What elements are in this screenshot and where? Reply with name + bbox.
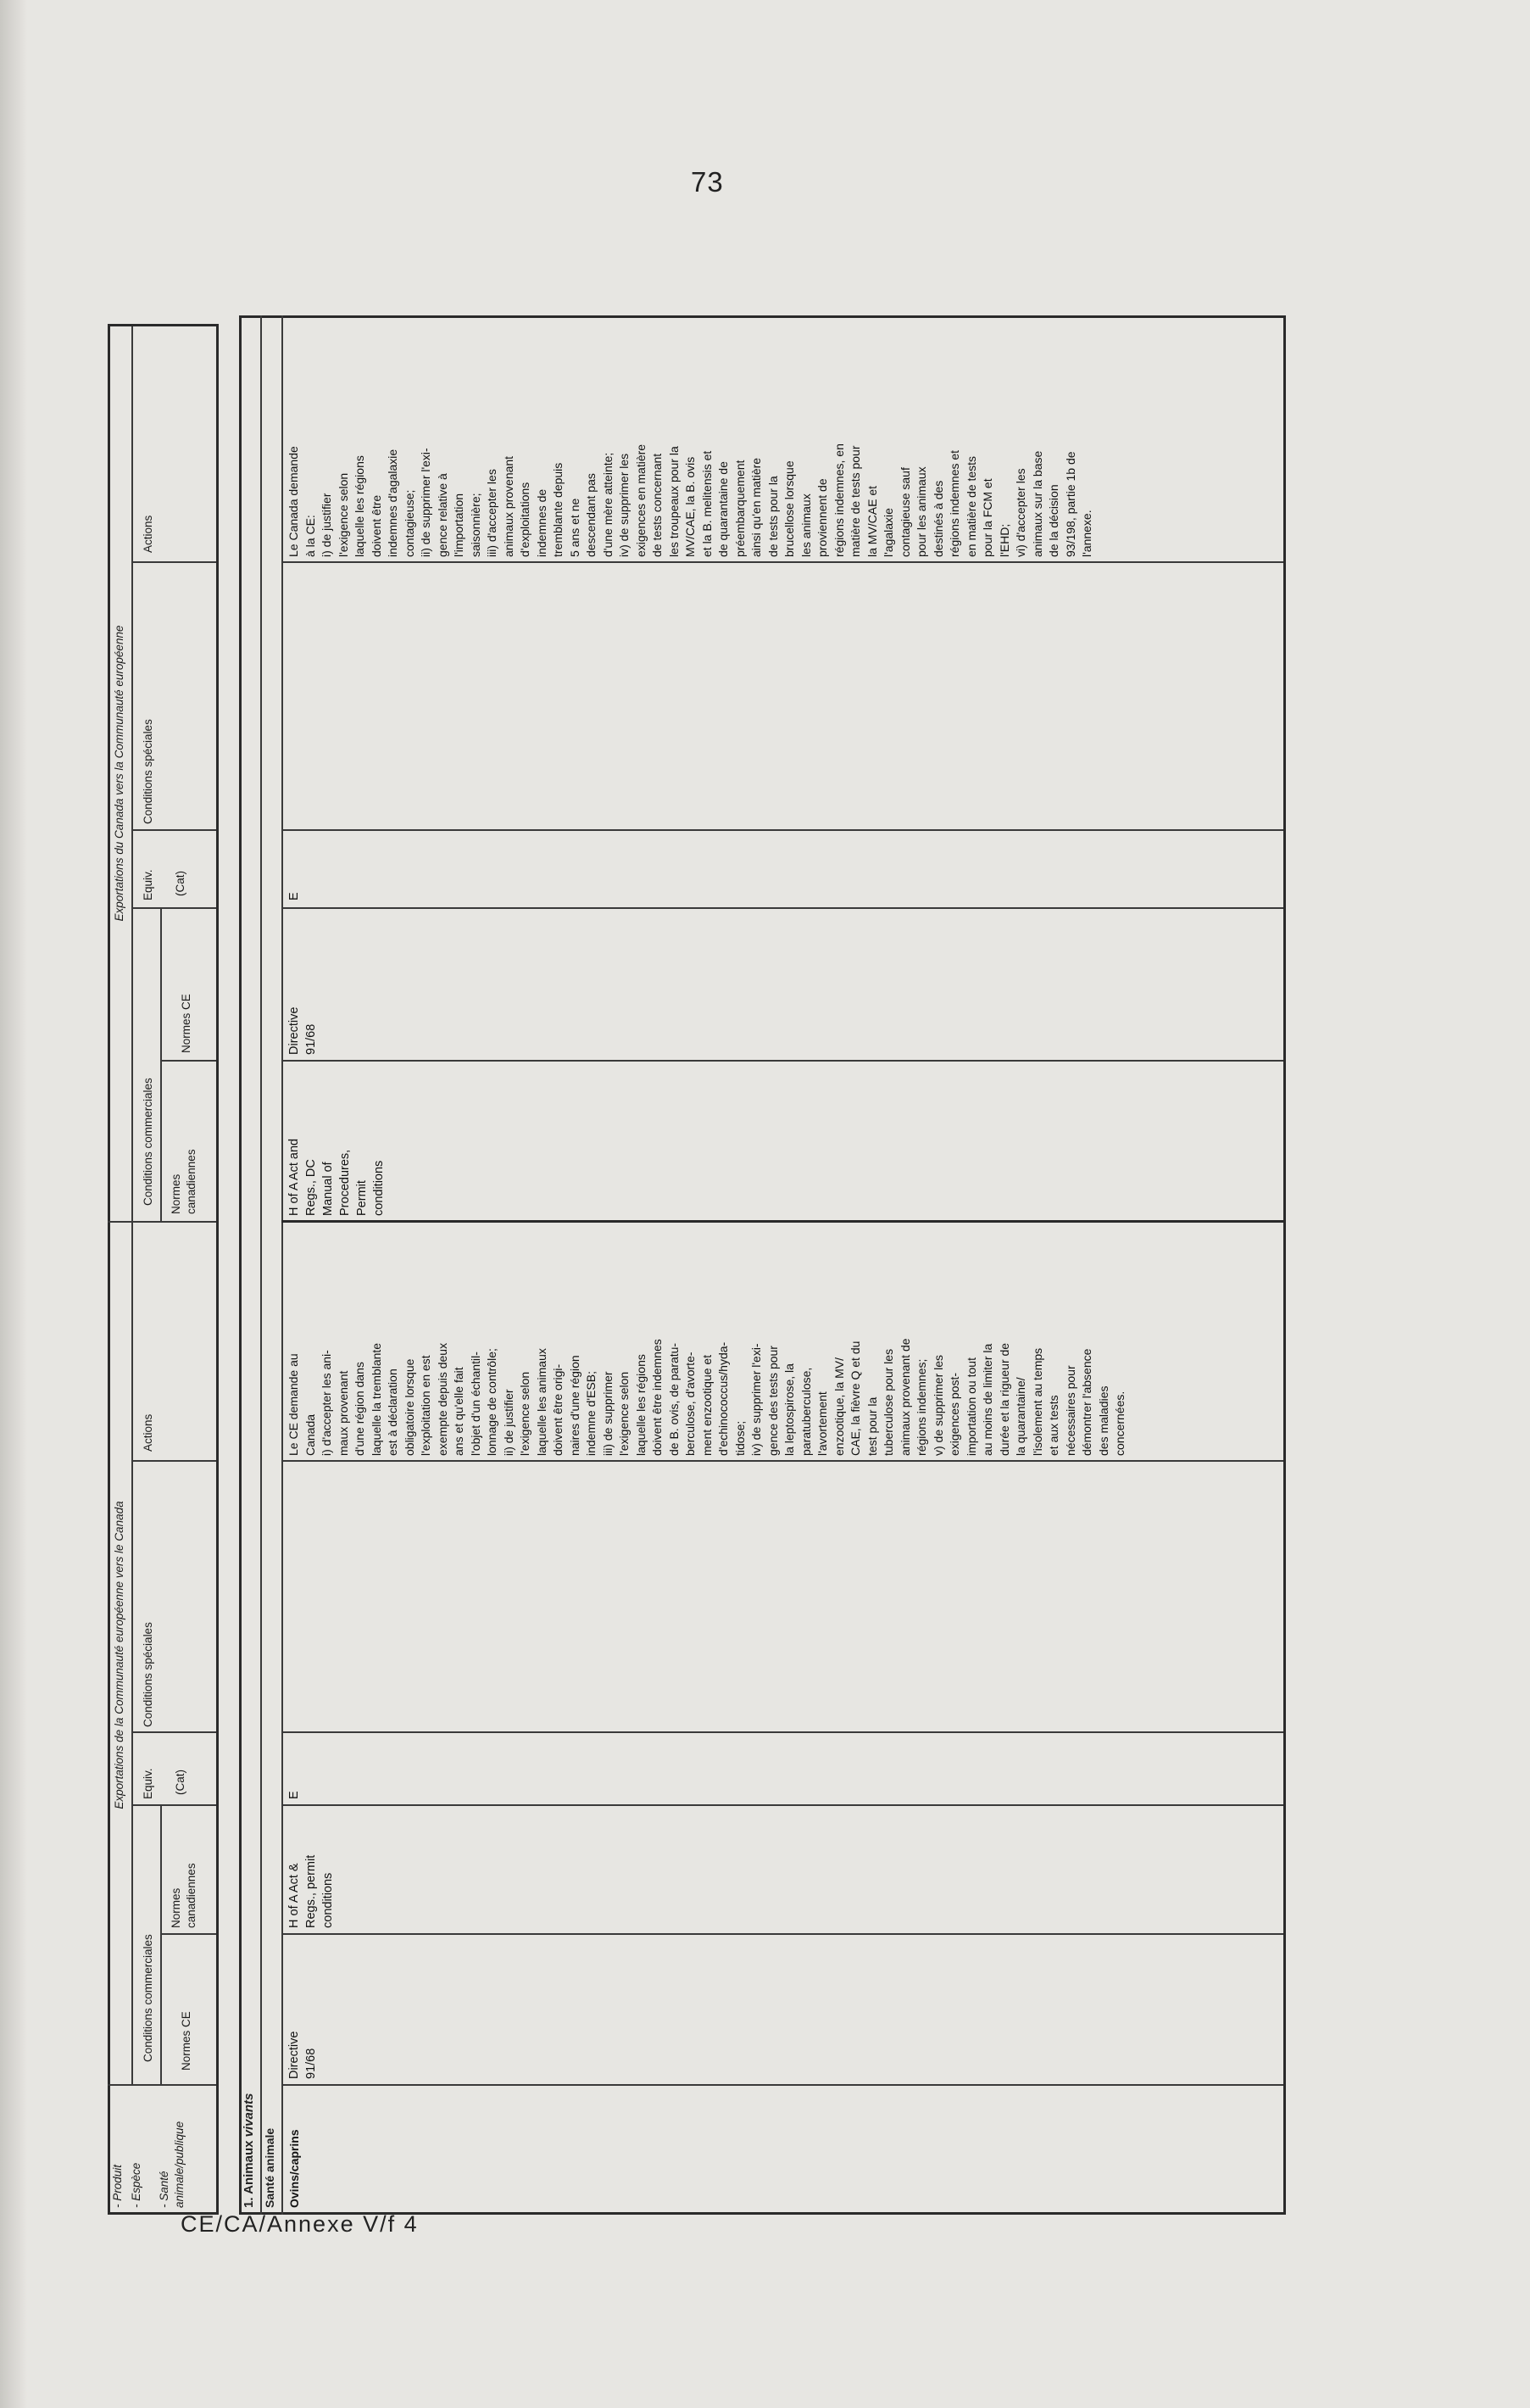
document-reference: CE/CA/Annexe V/f 4 <box>181 2211 419 2237</box>
body-right-border <box>239 315 1286 318</box>
row-species: Ovins/caprins <box>287 2129 301 2208</box>
section-subtitle: Santé animale <box>263 2127 276 2208</box>
ca-cond-underline <box>160 909 162 1223</box>
body-bottom-border <box>1283 315 1286 2215</box>
eu-col-div-3 <box>131 1731 216 1733</box>
ca-cond-spec: Conditions spéciales <box>142 719 154 824</box>
col-div-b <box>281 1933 1283 1935</box>
header-bottom-border <box>216 324 219 2215</box>
eu-col-div-1 <box>160 1933 216 1935</box>
subtitle-line <box>281 315 283 2215</box>
ca-normes-ce: Normes CE <box>180 994 192 1053</box>
ca-ce-norm-cell: Directive 91/68 <box>287 1006 318 1055</box>
ca-col-div-2 <box>131 907 216 909</box>
ca-equiv-code: (Cat) <box>174 871 186 896</box>
eu-cond-comm: Conditions commerciales <box>142 1934 154 2062</box>
eu-normes-ce: Normes CE <box>180 2011 192 2071</box>
eu-equiv: Equiv. <box>142 1768 154 1799</box>
section-line <box>260 315 262 2215</box>
eu-col-div-4 <box>131 1460 216 1462</box>
group-underline <box>131 326 133 2086</box>
header-right-border <box>108 324 219 326</box>
ca-equiv-cell: E <box>287 892 301 900</box>
col-div-f <box>281 1220 1283 1223</box>
ca-equiv: Equiv. <box>142 869 154 900</box>
eu-ce-norm-cell: Directive 91/68 <box>287 2031 318 2079</box>
body-top-border <box>239 315 242 2215</box>
eu-cond-spec: Conditions spéciales <box>142 1622 154 1727</box>
ca-actions-cell: Le Canada demande à la CE: i) de justifier l'exigence selon laquelle les régions doivent être indemnes d'agalaxie contagieuse; ii) de supprimer l'exi- gence relative à l'importation saisonnière; iii) d'accepter les animaux provenant d'exploitations indemnes de tremblante depuis 5 ans et ne descendant pas d'une mère atteinte; iv) de supprimer les exigences en matière de tests concernant les troupeaux pour la MV/CAE, la B. ovis et la B. melitensis et de quarantaine de préembarquement ainsi qu'en matière de tests pour la brucellose lorsque les animaux proviennent de régions indemnes, en matière de tests pour la MV/CAE et l'agalaxie contagieuse sauf pour les animaux destinés à des régions indemnes et en matière de tests pour la FCM et l'EHD; vi) d'accepter les animaux sur la base de la décision 93/198, partie 1b de l'annexe. <box>287 443 1093 557</box>
header-espece: - Espèce <box>130 2162 142 2208</box>
eu-equiv-cell: E <box>287 1791 301 1799</box>
col-div-i <box>281 829 1283 831</box>
group-divider <box>108 1221 216 1223</box>
col-div-e <box>281 1460 1283 1462</box>
eu-equiv-code: (Cat) <box>174 1770 186 1795</box>
group-ca-to-eu: Exportations du Canada vers la Communauté européenne <box>113 625 125 922</box>
ca-normes-ca: Normes canadiennes <box>170 1149 198 1214</box>
col-div-c <box>281 1804 1283 1806</box>
ca-ca-norm-cell: H of A Act and Regs., DC Manual of Procedures, Permit conditions <box>287 1138 386 1216</box>
col-div-j <box>281 561 1283 563</box>
ca-col-div-3 <box>131 829 216 831</box>
eu-normes-ca: Normes canadiennes <box>170 1863 198 1928</box>
col-div-d <box>281 1731 1283 1733</box>
page-number: 73 <box>691 166 724 198</box>
col-div-g <box>281 1060 1283 1062</box>
section-title: 1. Animaux vivants <box>242 2093 256 2208</box>
header-produit: - Produit <box>111 2164 124 2208</box>
eu-ca-norm-cell: H of A Act & Regs., permit conditions <box>287 1854 335 1928</box>
ca-col-div-1 <box>160 1060 216 1062</box>
col-div-h <box>281 907 1283 909</box>
eu-col-div-2 <box>131 1804 216 1806</box>
header-top-border <box>108 324 110 2215</box>
binding-shadow <box>0 0 27 2408</box>
ca-cond-comm: Conditions commerciales <box>142 1078 154 1206</box>
ca-col-div-4 <box>131 561 216 563</box>
header-sante: - Santé animale/publique <box>158 2121 186 2208</box>
eu-actions: Actions <box>142 1413 154 1452</box>
rotated-table <box>108 315 1286 2215</box>
ca-actions: Actions <box>142 515 154 553</box>
col-div-a <box>281 2084 1283 2086</box>
group-eu-to-ca: Exportations de la Communauté européenne vers le Canada <box>113 1501 125 1809</box>
eu-actions-cell: Le CE demande au Canada i) d'accepter les ani- maux provenant d'une région dans laquelle la tremblante est à déclaration obligatoire lorsque l'exploitation en est exempte depuis deux ans et qu'elle fait l'objet d'un échantil- lonnage de contrôle; ii) de justifier l'exigence selon laquelle les animaux doivent être origi- naires d'une région indemne d'ESB; iii) de supprimer l'exigence selon laquelle les régions doivent être indemnes de B. ovis, de paratu- berculose, d'avorte- ment enzootique et d'echinococcus/hyda- tidose; iv) de supprimer l'exi- gence des tests pour la leptospirose, la paratuberculose, l'avortement enzootique, la MV/ CAE, la fièvre Q et du test pour la tuberculose pour les animaux provenant de régions indemnes; v) de supprimer les exigences post- importation ou tout au moins de limiter la durée et la rigueur de la quarantaine/ l'isolement au temps et aux tests nécessaires pour démontrer l'absence des maladies concernées. <box>287 1338 1127 1456</box>
eu-cond-underline <box>160 1806 162 2086</box>
header-divider <box>108 2084 216 2086</box>
